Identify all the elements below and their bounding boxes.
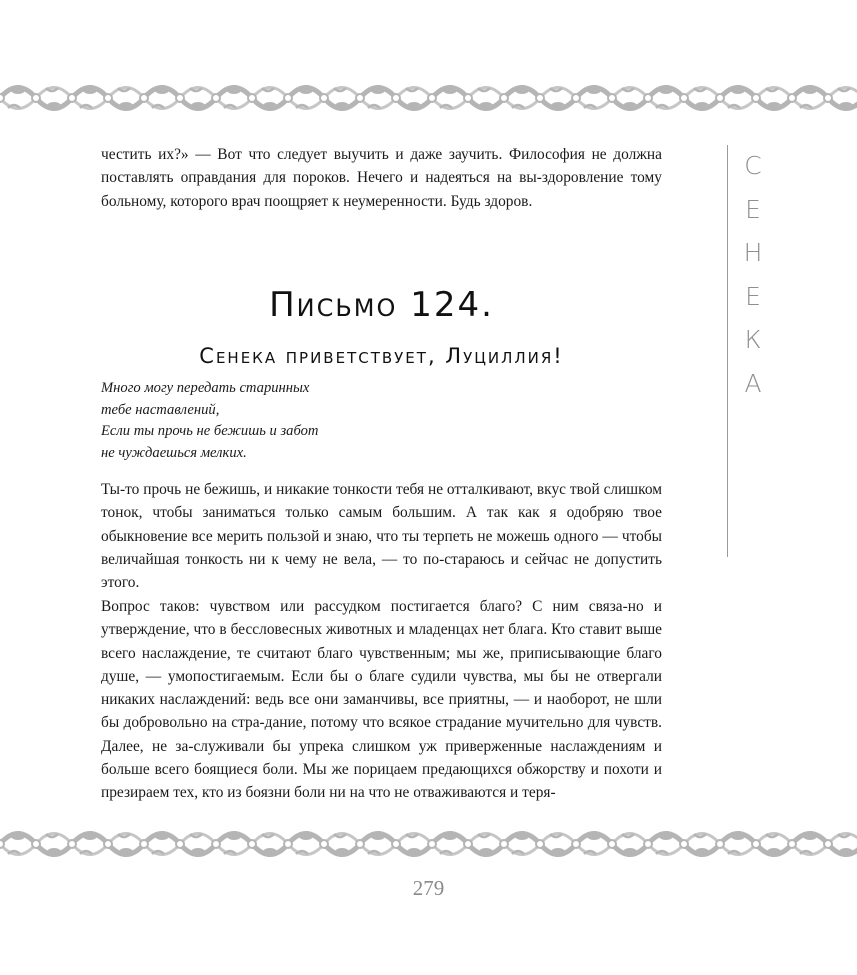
ornament-pattern-top [0, 80, 857, 116]
running-head-letter: К [744, 325, 762, 354]
epigraph-line: тебе наставлений, [101, 401, 220, 418]
paragraph-continuation [101, 143, 662, 213]
epigraph-line: Много могу передать старинных [101, 380, 310, 396]
letter-title: Письмо 124. [269, 285, 494, 325]
epigraph-line: не чуждаешься мелких. [101, 444, 247, 461]
bottom-ornament-border [0, 826, 857, 862]
paragraph: Ты-то прочь не бежишь, и никакие тонкости тебя не отталкивают, вкус твой слишком тонок, чтобы заниматься только самым большим. А так как я одобряю твое обыкновение все мерить пользой и знаю, что ты терпеть не можешь одного — чтобы величайшая тонкость ни к чему не вела, — то по-стараюсь и сейчас не допустить этого. [101, 481, 662, 592]
letter-salutation: Сенека приветствует, Луциллия! [199, 344, 564, 368]
page-number: 279 [412, 876, 445, 900]
running-head-author [735, 144, 771, 405]
side-divider [727, 145, 728, 557]
running-head-letter: А [744, 368, 762, 398]
top-ornament-border [0, 80, 857, 116]
body-paragraph-1 [101, 478, 662, 594]
epigraph [101, 378, 501, 464]
body-paragraph-2 [101, 595, 662, 805]
running-head-letter: Е [745, 194, 761, 224]
running-head-letter: Е [745, 281, 761, 311]
paragraph: честить их?» — Вот что следует выучить и даже заучить. Философия не должна поставлять оправдания для пороков. Нечего и надеяться на вы-здоровление тому больному, которого врач поощряет к неумеренности. Будь здоров. [101, 146, 662, 210]
epigraph-line: Если ты прочь не бежишь и забот [101, 423, 319, 439]
running-head-letter: С [744, 151, 762, 180]
ornament-pattern-bottom [0, 826, 857, 862]
running-head-letter: Н [743, 238, 763, 267]
paragraph: Вопрос таков: чувством или рассудком постигается благо? С ним связа-но и утверждение, что в бессловесных животных и младенцах нет блага. Кто ставит выше всего наслаждение, те считают благо чувственным; мы же, приписывающие благо душе, — умопостигаемым. Если бы о благе судили чувства, мы бы не отвергали никаких наслаждений: ведь все они заманчивы, все приятны, — и наоборот, не шли бы добровольно на стра-дание, потому что всякое страдание мучительно для чувств. Далее, не за-служивали бы упрека слишком уж приверженные наслаждениям и больше всего боящиеся боли. Мы же порицаем предающихся обжорству и похоти и презираем тех, кто из боязни боли ни на что не отваживаются и теря- [101, 598, 662, 802]
